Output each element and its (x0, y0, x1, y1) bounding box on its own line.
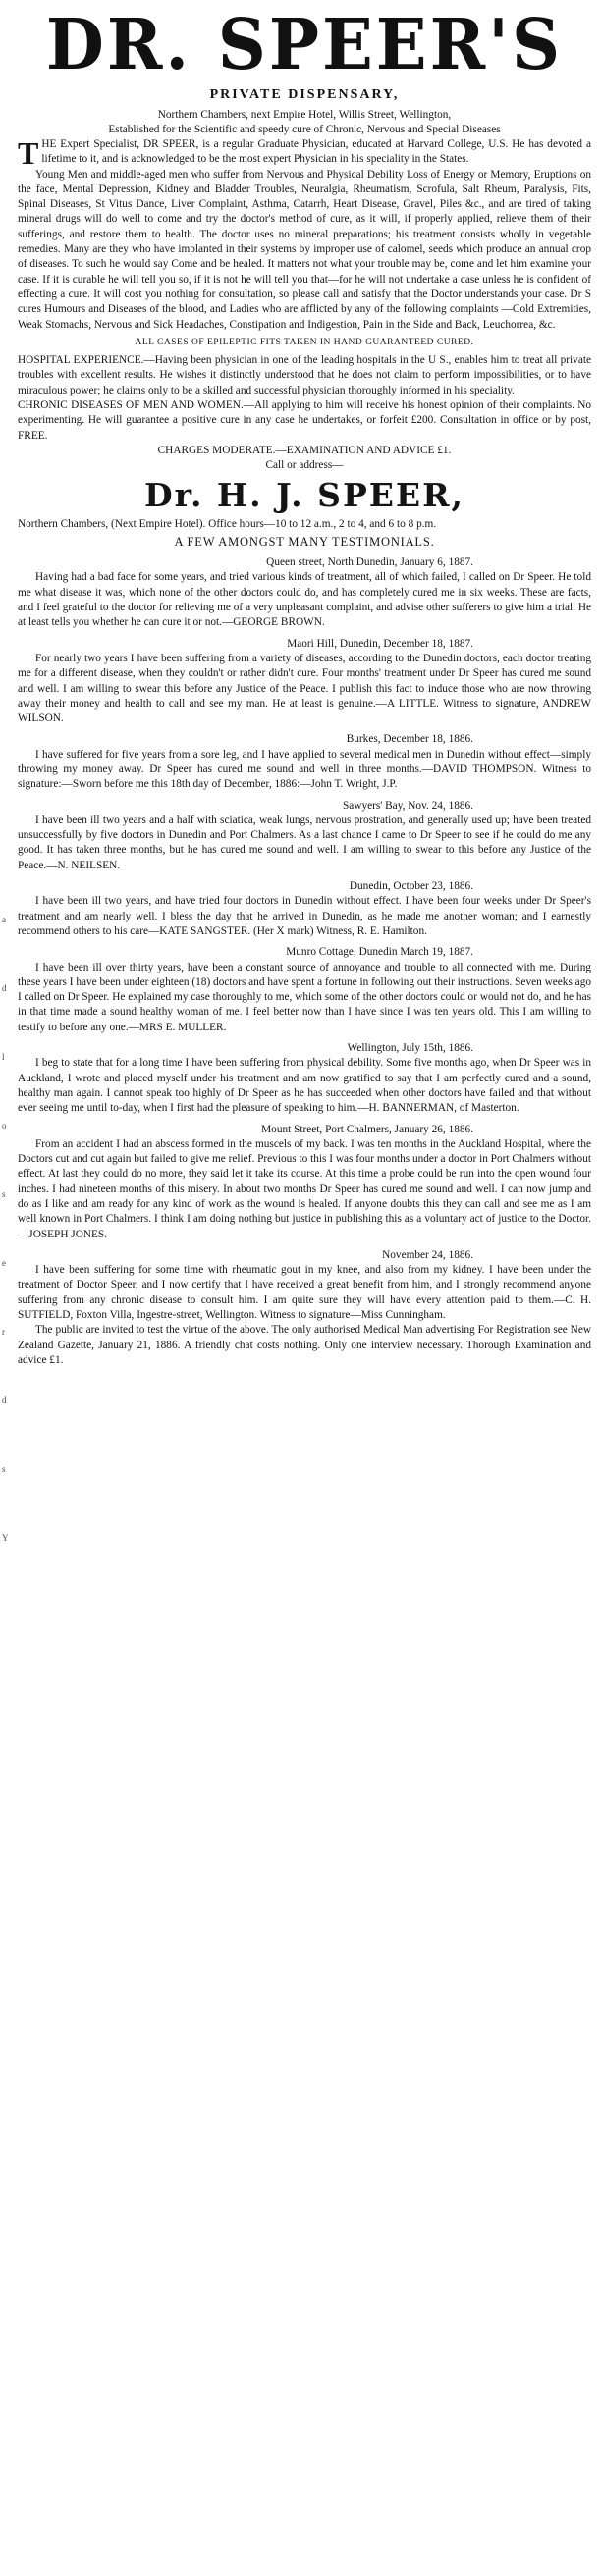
office-hours: Northern Chambers, (Next Empire Hotel). Office hours—10 to 12 a.m., 2 to 4, and 6 to 8 p.m. (18, 517, 437, 530)
testimonial-body: I have suffered for five years from a sore leg, and I have applied to several medical men in Dunedin without effect—simply throwing my money away. Dr Speer has cured me sound and well in three months.—DAVID THOMPSON. Witness to signature:—Sworn before me this 18th day of December, 1886:—John T. Wright, J.P. (18, 748, 591, 791)
address-line: Northern Chambers, next Empire Hotel, Willis Street, Wellington, (157, 109, 452, 121)
testimonial (18, 637, 591, 727)
chronic-paragraph: CHRONIC DISEASES OF MEN AND WOMEN.—All applying to him will receive his honest opinion of their complaints. No experimenting. He will guarantee a positive cure in any case he undertakes, or forfeit £200. Consultation in office or by post, FREE. (18, 399, 591, 442)
testimonial-body: I have been ill over thirty years, have been a constant source of annoyance and trouble to all connected with me. During these years I have been under eighteen (18) doctors and have spent a fortune in following out their instructions. Seven weeks ago I called on Dr Speer. He explained my case thoroughly to me, which some of the other doctors could or would not do, and he has in that time made a sound healthy woman of me. I feel better now than I have since I was ten years old. This I am willing to testify to before any one.—MRS E. MULLER. (18, 961, 591, 1033)
margin-fragment: o (2, 1121, 7, 1130)
testimonial (18, 945, 591, 1035)
margin-fragment: s (2, 1189, 6, 1199)
testimonial-list (18, 555, 591, 1323)
margin-fragments (2, 913, 12, 1600)
testimonial (18, 1041, 591, 1116)
margin-fragment: l (2, 1052, 5, 1062)
margin-fragment: e (2, 1258, 6, 1268)
closing-paragraph: The public are invited to test the virtue of the above. The only authorised Medical Man advertising For Registration see New Zealand Gazette, January 21, 1886. A friendly chat costs nothing. Only one interview necessary. Thorough Examination and advice £1. (18, 1324, 591, 1366)
testimonial-dateline: Wellington, July 15th, 1886. (347, 1042, 473, 1055)
subheading: PRIVATE DISPENSARY, (209, 87, 400, 102)
margin-fragment: d (2, 1395, 7, 1405)
margin-fragment: a (2, 915, 6, 924)
testimonial-body: I have been ill two years and a half with sciatica, weak lungs, nervous prostration, and generally used up; have been treated unsuccessfully by five doctors in Dunedin and Port Chalmers. As a last chance I came to Dr Speer to see if he could do me any good. It has taken three months, but he has cured me sound and well. I am willing to swear to this before any Justice of the Peace.—N. NEILSEN. (18, 814, 591, 871)
testimonial-dateline: Munro Cottage, Dunedin March 19, 1887. (286, 946, 473, 959)
testimonial-body: I have been suffering for some time with rheumatic gout in my knee, and also from my kidney. I have been under the treatment of Doctor Speer, and I now certify that I have received a great benefit from him, and I strongly recommend anyone suffering from any chronic disease to consult him. I am quite sure they will have every attention paid to them.—C. H. SUTFIELD, Foxton Villa, Ingestre-street, Wellington. Witness to signature—Miss Cunningham. (18, 1264, 591, 1322)
testimonial-dateline: Mount Street, Port Chalmers, January 26, 1886. (261, 1123, 473, 1135)
testimonial-body: I have been ill two years, and have tried four doctors in Dunedin without effect. I have been four weeks under Dr Speer's treatment and am nearly well. I bless the day that he arrived in Dunedin, as he made me another woman; and I earnestly recommend others to his care—KATE SANGSTER. (Her X mark) Witness, R. E. Hamilton. (18, 895, 591, 937)
testimonial-body: For nearly two years I have been suffering from a variety of diseases, according to the Dunedin doctors, each doctor treating me for a different disease, when they couldn't or rather didn't cure. Four months' treatment under Dr Speer has cured me sound and well. I am willing to swear this before any Justice of the Peace. I publish this fact to induce those who are now throwing away their money and health to call and see my man. He at least is genuine.—A LITTLE. Witness to signature, ANDREW WILSON. (18, 652, 591, 725)
testimonial (18, 1248, 591, 1323)
margin-fragment: s (2, 1464, 6, 1474)
testimonial-dateline: November 24, 1886. (382, 1248, 473, 1261)
hospital-paragraph: HOSPITAL EXPERIENCE.—Having been physician in one of the leading hospitals in the U S., enables him to treat all private troubles with excellent results. He wishes it distinctly understood that he does not claim to perform impossibilities, or to have miraculous power; he claims only to be a skilled and successful physician thoroughly informed in his speciality. (18, 354, 591, 396)
testimonial-dateline: Queen street, North Dunedin, January 6, 1887. (266, 556, 473, 569)
intro-text: HE Expert Specialist, DR SPEER, is a regular Graduate Physician, educated at Harvard College, U.S. He has devoted a lifetime to it, and is acknowledged to be the most expert Physician in his speciality in the States. (41, 138, 591, 166)
testimonials-heading: A FEW AMONGST MANY TESTIMONIALS. (174, 534, 435, 549)
testimonial-body: I beg to state that for a long time I have been suffering from physical debility. Some five months ago, when Dr Speer was in Auckland, I wrote and placed myself under his treatment and am now gratified to say that I am perfectly cured and a sound, healthy man again. I cannot speak too highly of Dr Speer as he has succeeded when other doctors have failed and that without ever seeing me until to-day, when I first had the pleasure of speaking to him.—H. BANNERMAN, of Masterton. (18, 1057, 591, 1115)
testimonial (18, 555, 591, 630)
margin-fragment: d (2, 983, 7, 993)
masthead-title: DR. SPEER'S (45, 4, 564, 87)
charges-line: CHARGES MODERATE.—EXAMINATION AND ADVICE £1. (157, 444, 452, 456)
established-line: Established for the Scientific and speedy cure of Chronic, Nervous and Special Diseases (108, 124, 501, 135)
margin-fragment: Y (2, 1533, 9, 1543)
doctor-name: Dr. H. J. SPEER, (143, 475, 464, 514)
testimonial (18, 1123, 591, 1242)
testimonial-dateline: Maori Hill, Dunedin, December 18, 1887. (287, 637, 473, 650)
testimonial-dateline: Sawyers' Bay, Nov. 24, 1886. (343, 799, 473, 812)
testimonial (18, 879, 591, 939)
call-line: Call or address— (265, 459, 344, 472)
intro-paragraph (18, 135, 591, 171)
drop-cap: T (18, 135, 39, 171)
conditions-paragraph: Young Men and middle-aged men who suffer from Nervous and Physical Debility Loss of Energy or Memory, Eruptions on the face, Mental Depression, Kidney and Bladder Troubles, Neuralgia, Rheumatism, Scrofula, Salt Rheum, Paralysis, Fits, Spinal Diseases, St Vitus Dance, Liver Complaint, Asthma, Catarrh, Heart Disease, Gravel, Piles &c., and are tired of taking mineral drugs will do well to come and try the doctor's method of cure, as it will, if properly applied, relieve them of their sufferings, and restore them to health. The doctor uses no mineral preparations; his treatment consists wholly in vegetable remedies. Many are they who have implanted in their systems by improper use of calomel, seeds which produce an annual crop of diseases. To such he would say Come and be healed. It matters not what your trouble may be, come and let him examine your case. If it is curable he will tell you so, if it is not he will tell you that—for he will not undertake a case unless he is confident of effecting a cure. It will cost you nothing for consultation, so please call and satisfy that the Doctor understands your case. Dr S cures Humours and Diseases of the blood, and Ladies who are afflicted by any of the following complaints —Cold Extremities, Weak Stomachs, Nervous and Sick Headaches, Constipation and Indigestion, Pain in the Side and Back, Leuchorrea, &c. (18, 168, 591, 331)
testimonial-body: Having had a bad face for some years, and tried various kinds of treatment, all of which failed, I called on Dr Speer. He told me what disease it was, which none of the other doctors could do, and has completely cured me in six weeks. These are facts, and I feel grateful to the doctor for relieving me of a very unpleasant complaint, and advise other sufferers to give him a trial. He at least tells you whether he can cure it or not.—GEORGE BROWN. (18, 571, 591, 629)
testimonial-body: From an accident I had an abscess formed in the muscels of my back. I was ten months in the Auckland Hospital, where the Doctors cut and cut again but failed to give me relief. Previous to this I was four months under a doctor in Port Chalmers without effect. At last they could do no more, they said let it take its course. At this time a probe could be run into the open wound four inches. I had nineteen months of this misery. In about two months Dr Speer has cured me sound and well. I can now jump and do as I like and am ready for any kind of work as the wound is healed. If anyone doubts this they can call and see me as I am well known in Port Chalmers. I think I am doing nothing but justice in publishing this as a voluntary act of justice to the Doctor.—JOSEPH JONES. (18, 1137, 591, 1240)
testimonial-dateline: Dunedin, October 23, 1886. (349, 880, 473, 893)
testimonial (18, 732, 591, 792)
margin-fragment: r (2, 1327, 5, 1337)
testimonial (18, 799, 591, 873)
testimonial-dateline: Burkes, December 18, 1886. (346, 733, 473, 746)
epileptic-note: ALL CASES OF EPILEPTIC FITS TAKEN IN HAND GUARANTEED CURED. (135, 337, 474, 347)
